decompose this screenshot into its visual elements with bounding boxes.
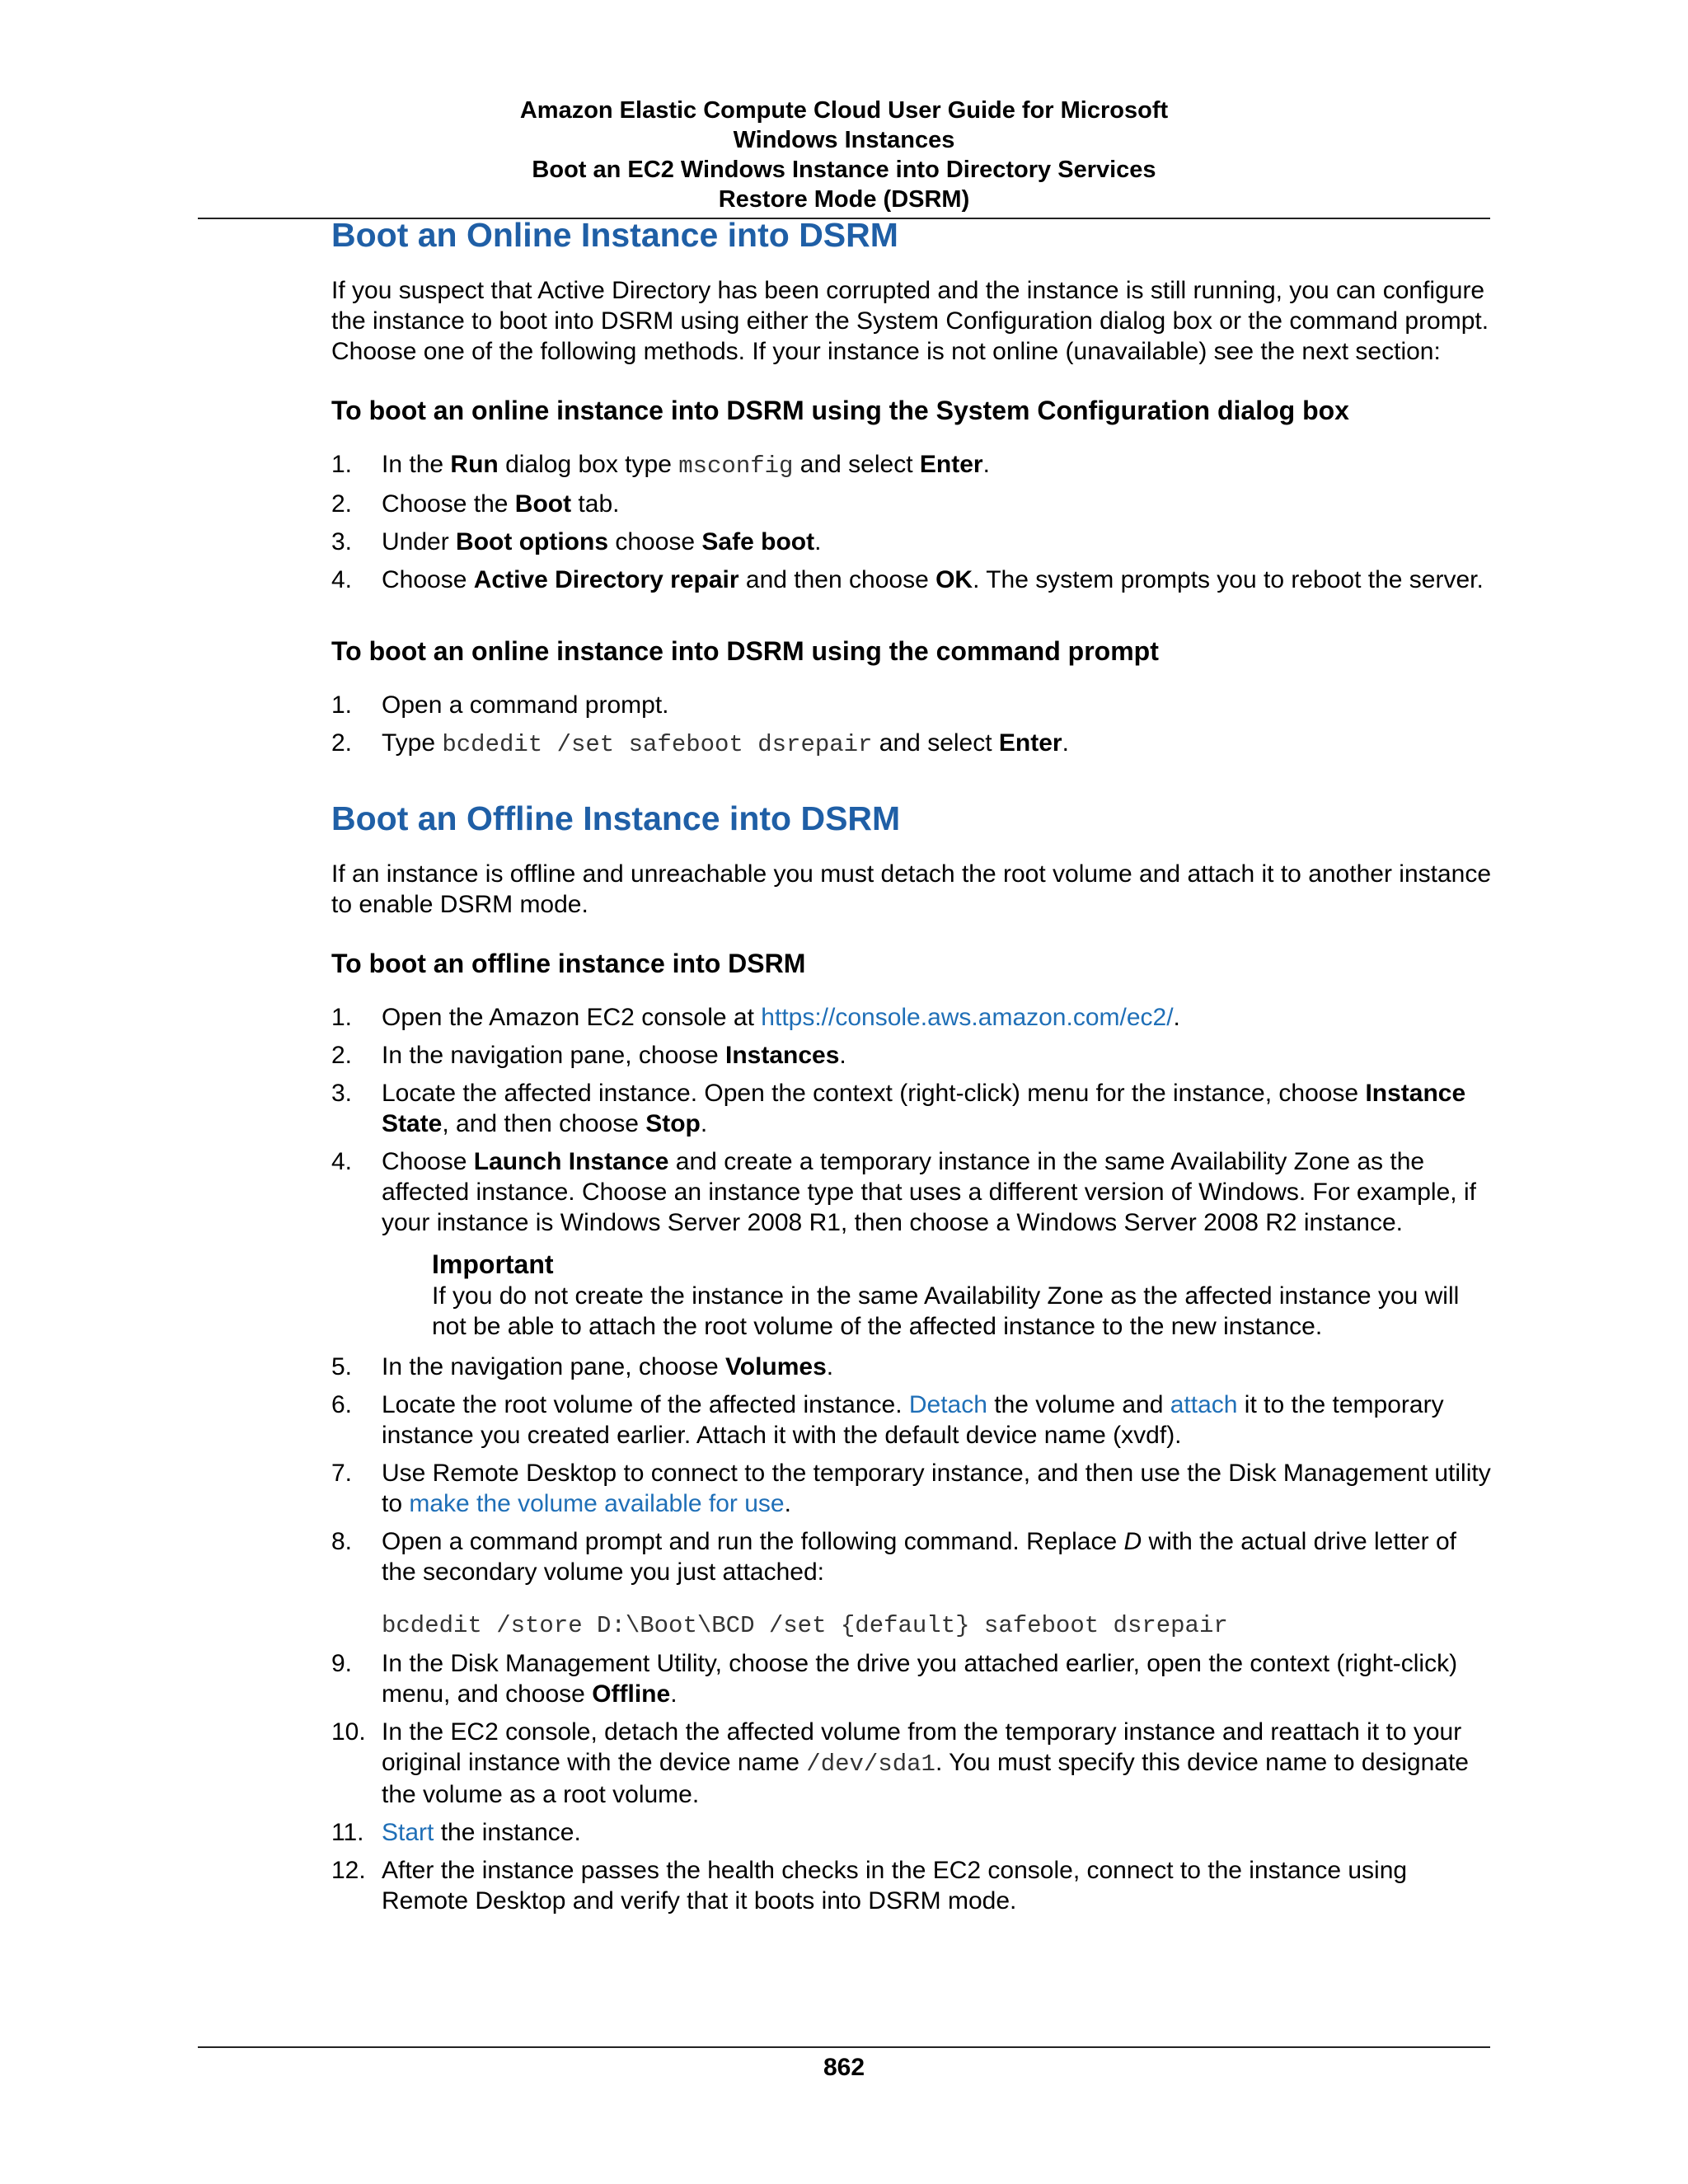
- important-note: [432, 1248, 1492, 1342]
- start-link[interactable]: Start: [382, 1819, 434, 1846]
- offline-intro: If an instance is offline and unreachable you must detach the root volume and attach it to another instance to enable DSRM mode.: [331, 860, 1492, 918]
- section-title-offline: Boot an Offline Instance into DSRM: [331, 799, 901, 837]
- cmd-steps: [331, 690, 1492, 760]
- list-item: 4. Choose Launch Instance and create a temporary instance in the same Availability Zone as the affected instance. Choose an instance type that uses a different version of Windows. For example, if your instance is Windows Server 2008 R1, then choose a Windows Server 2008 R2 instance. Important If you do not create the instance in the same Availability Zone as the affected instance you will not be able to attach the root volume of the affected instance to the new instance.: [331, 1146, 1492, 1342]
- list-item: 3. Under Boot options choose Safe boot.: [331, 528, 822, 555]
- list-item: 9. In the Disk Management Utility, choose the drive you attached earlier, open the context (right-click) menu, and choose Offline.: [331, 1650, 1458, 1708]
- list-item: 3. Locate the affected instance. Open the context (right-click) menu for the instance, choose Instance State, and then choose Stop.: [331, 1080, 1466, 1137]
- page-number: 862: [823, 2054, 865, 2081]
- online-intro: If you suspect that Active Directory has been corrupted and the instance is still running, you can configure the instance to boot into DSRM using either the System Configuration dialog box or the command prompt. Choose one of the following methods. If your instance is not online (unavailable) see the next section:: [331, 277, 1489, 365]
- list-item: 8. Open a command prompt and run the following command. Replace D with the actual drive letter of the secondary volume you just attached: bcdedit /store D:\Boot\BCD /set {default} safeboot dsrepair: [331, 1526, 1492, 1641]
- list-item: 7. Use Remote Desktop to connect to the temporary instance, and then use the Disk Management utility to make the volume available for use.: [331, 1460, 1491, 1517]
- list-item: 10. In the EC2 console, detach the affected volume from the temporary instance and reattach it to your original instance with the device name /dev/sda1. You must specify this device name to designate the volume as a root volume.: [331, 1718, 1469, 1808]
- main-content: [331, 213, 1492, 1924]
- important-title: Important: [432, 1249, 554, 1279]
- command-code-block: bcdedit /store D:\Boot\BCD /set {default} safeboot dsrepair: [382, 1612, 1228, 1639]
- header-line-1: Amazon Elastic Compute Cloud User Guide for Microsoft: [519, 97, 1169, 124]
- list-item: 2. Type bcdedit /set safeboot dsrepair and select Enter.: [331, 729, 1069, 758]
- list-item: 2. In the navigation pane, choose Instances.: [331, 1042, 846, 1069]
- list-item: 11. Start the instance.: [331, 1819, 581, 1846]
- header-line-3: Boot an EC2 Windows Instance into Directory Services: [532, 157, 1156, 183]
- page-header: [330, 96, 1358, 214]
- procedure-title-offline: To boot an offline instance into DSRM: [331, 949, 806, 978]
- list-item: 1. Open a command prompt.: [331, 691, 669, 719]
- attach-link[interactable]: attach: [1170, 1391, 1238, 1418]
- procedure-title-cmd: To boot an online instance into DSRM using the command prompt: [331, 636, 1159, 666]
- list-item: 5. In the navigation pane, choose Volumes.: [331, 1353, 834, 1380]
- list-item: 1. Open the Amazon EC2 console at https://console.aws.amazon.com/ec2/.: [331, 1004, 1180, 1031]
- procedure-title-msconfig: To boot an online instance into DSRM using the System Configuration dialog box: [331, 396, 1349, 425]
- list-item: 6. Locate the root volume of the affected instance. Detach the volume and attach it to the temporary instance you created earlier. Attach it with the default device name (xvdf).: [331, 1391, 1444, 1449]
- list-item: 12. After the instance passes the health checks in the EC2 console, connect to the instance using Remote Desktop and verify that it boots into DSRM mode.: [331, 1857, 1408, 1915]
- header-line-2: Windows Instances: [733, 127, 955, 153]
- list-item: 2. Choose the Boot tab.: [331, 490, 620, 518]
- offline-steps: [331, 1002, 1492, 1916]
- detach-link[interactable]: Detach: [908, 1391, 987, 1418]
- footer-rule: [198, 2046, 1490, 2048]
- msconfig-steps: [331, 449, 1492, 595]
- ec2-console-link[interactable]: https://console.aws.amazon.com/ec2/: [761, 1004, 1174, 1031]
- list-item: 1. In the Run dialog box type msconfig and select Enter.: [331, 451, 990, 480]
- section-title-online: Boot an Online Instance into DSRM: [331, 216, 898, 254]
- important-body: If you do not create the instance in the same Availability Zone as the affected instance you will not be able to attach the root volume of the affected instance to the new instance.: [432, 1282, 1460, 1340]
- make-volume-available-link[interactable]: make the volume available for use: [409, 1490, 785, 1517]
- header-line-4: Restore Mode (DSRM): [718, 186, 970, 213]
- list-item: 4. Choose Active Directory repair and then choose OK. The system prompts you to reboot the server.: [331, 566, 1484, 593]
